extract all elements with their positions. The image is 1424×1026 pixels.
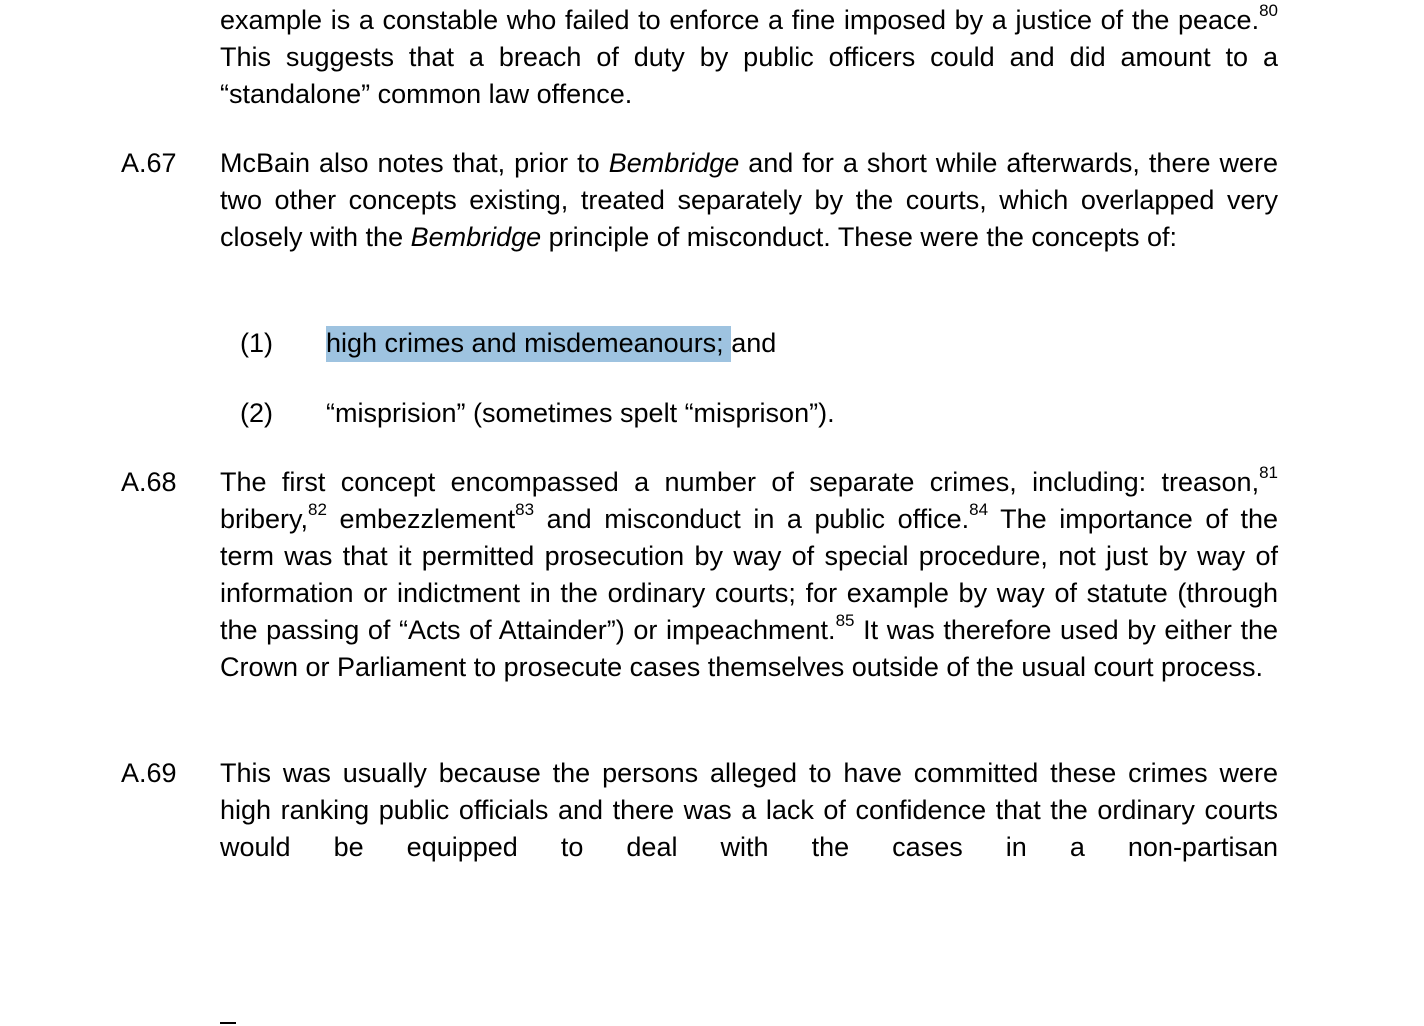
paragraph-a69: This was usually because the persons alleged to have committed these crimes were high ranking public officials and there was a lack of confidence that the ordinary courts would be equipped to deal with the cases in a non-partisan [220, 758, 1278, 862]
list-item-2: “misprision” (sometimes spelt “misprison”). [326, 398, 835, 428]
paragraph-number-a69: A.69 [121, 758, 177, 788]
paragraph-a67 [220, 145, 1278, 256]
case-name-italic: Bembridge [410, 222, 542, 252]
text-run: example is a constable who failed to enforce a fine imposed by a justice of the peace. [220, 5, 1260, 35]
text-run: and misconduct in a public office. [534, 504, 970, 534]
text-run: embezzlement [326, 504, 516, 534]
text-run: and [731, 328, 777, 358]
text-run: This suggests that a breach of duty by public officers could and did amount to a “standalone” common law offence. [220, 42, 1278, 109]
paragraph-number-a68: A.68 [121, 467, 177, 497]
footnote-ref-85[interactable]: 85 [835, 611, 855, 630]
text-run: The importance of the term was that it permitted prosecution by way of special procedure, not just by way of information or indictment in the ordinary courts; for example by way of statute (through the passing of “Acts of Attainder”) or impeachment. [220, 504, 1278, 645]
text-run: and for a short while afterwards, there were two other concepts existing, treated separately by the courts, which overlapped very closely with the [220, 148, 1278, 252]
text-run: bribery, [220, 504, 309, 534]
footnote-ref-80[interactable]: 80 [1259, 1, 1278, 20]
paragraph-a68 [220, 464, 1278, 686]
text-run: McBain also notes that, prior to [220, 148, 609, 178]
footnote-ref-81[interactable]: 81 [1259, 463, 1278, 482]
footnote-ref-82[interactable]: 82 [308, 500, 327, 519]
list-number-2: (2) [240, 398, 273, 428]
text-run: It was therefore used by either the Crown or Parliament to prosecute cases themselves outside of the usual court process. [220, 615, 1279, 682]
list-number-1: (1) [240, 328, 273, 358]
list-item-1 [326, 325, 776, 362]
paragraph-number-a67: A.67 [121, 148, 177, 178]
text-run: The first concept encompassed a number of separate crimes, including: treason, [220, 467, 1260, 497]
case-name-italic: Bembridge [608, 148, 740, 178]
selected-text-highlight[interactable]: high crimes and misdemeanours; [326, 326, 731, 362]
footnote-separator [220, 1022, 236, 1024]
footnote-ref-83[interactable]: 83 [515, 500, 535, 519]
text-run: principle of misconduct. These were the concepts of: [541, 222, 1178, 252]
paragraph-a66-continued [220, 2, 1278, 113]
footnote-ref-84[interactable]: 84 [969, 500, 989, 519]
